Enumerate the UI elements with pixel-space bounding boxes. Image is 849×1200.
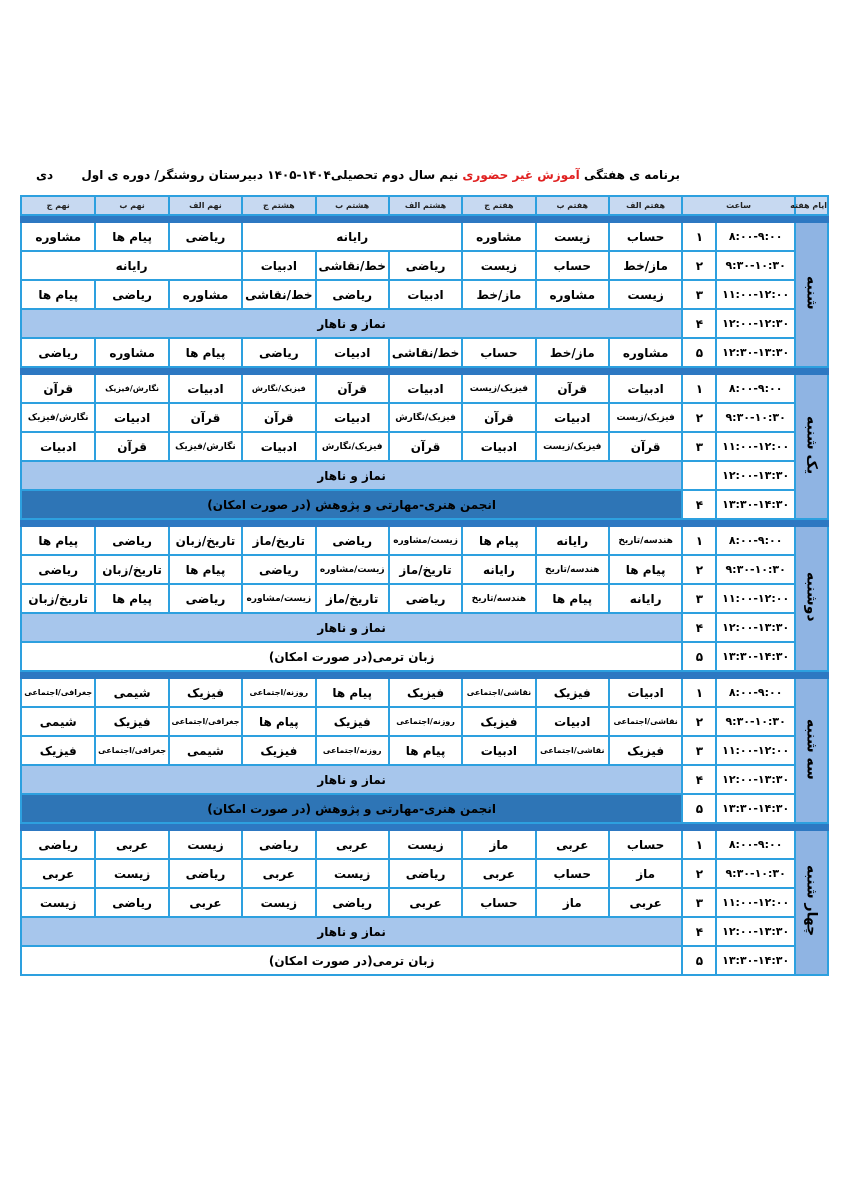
subject-cell: حساب bbox=[462, 338, 535, 367]
schedule-row bbox=[21, 859, 828, 888]
schedule-row bbox=[21, 280, 828, 309]
subject-cell: ادبیات bbox=[169, 374, 242, 403]
subject-cell: تاریخ/ماز bbox=[242, 526, 315, 555]
subject-cell: عربی bbox=[316, 830, 389, 859]
period-number: ۲ bbox=[682, 403, 716, 432]
subject-cell: زیست bbox=[95, 859, 168, 888]
time-slot: ۸:۰۰-۹:۰۰ bbox=[716, 374, 794, 403]
subject-cell: ریاضی bbox=[169, 859, 242, 888]
time-slot: ۱۳:۳۰-۱۴:۳۰ bbox=[716, 946, 794, 975]
time-slot: ۱۱:۰۰-۱۲:۰۰ bbox=[716, 736, 794, 765]
subject-cell: ریاضی bbox=[316, 280, 389, 309]
subject-cell: جغرافی/اجتماعی bbox=[21, 678, 95, 707]
subject-cell: حساب bbox=[536, 859, 609, 888]
period-number: ۴ bbox=[682, 765, 716, 794]
subject-cell: قرآن bbox=[169, 403, 242, 432]
subject-cell: قرآن bbox=[242, 403, 315, 432]
day-label bbox=[795, 830, 828, 975]
subject-cell: فیزیک bbox=[536, 678, 609, 707]
schedule-row bbox=[21, 222, 828, 251]
subject-cell: عربی bbox=[609, 888, 682, 917]
time-slot: ۱۱:۰۰-۱۲:۰۰ bbox=[716, 888, 794, 917]
header-class-8a: هشتم الف bbox=[389, 196, 462, 215]
subject-cell: پیام ها bbox=[316, 678, 389, 707]
subject-cell: ادبیات bbox=[316, 403, 389, 432]
subject-cell: زیست/مشاوره bbox=[389, 526, 462, 555]
period-number: ۱ bbox=[682, 678, 716, 707]
schedule-row bbox=[21, 765, 828, 794]
subject-cell: زیست bbox=[242, 888, 315, 917]
subject-cell: زیست bbox=[21, 888, 95, 917]
subject-cell: ریاضی bbox=[95, 280, 168, 309]
period-number: ۱ bbox=[682, 222, 716, 251]
schedule-row bbox=[21, 432, 828, 461]
subject-cell: فیزیک bbox=[242, 736, 315, 765]
subject-cell: ریاضی bbox=[21, 830, 95, 859]
period-number: ۱ bbox=[682, 374, 716, 403]
subject-cell: زیست bbox=[316, 859, 389, 888]
schedule-row bbox=[21, 613, 828, 642]
time-slot: ۹:۳۰-۱۰:۳۰ bbox=[716, 707, 794, 736]
prayer-lunch-break: نماز و ناهار bbox=[21, 309, 682, 338]
subject-cell: ادبیات bbox=[21, 432, 95, 461]
period-number: ۲ bbox=[682, 707, 716, 736]
schedule-row bbox=[21, 642, 828, 671]
subject-cell: عربی bbox=[21, 859, 95, 888]
subject-cell: نگارش/فیزیک bbox=[21, 403, 95, 432]
subject-cell: شیمی bbox=[21, 707, 95, 736]
subject-cell: قرآن bbox=[316, 374, 389, 403]
subject-cell: عربی bbox=[169, 888, 242, 917]
header-day: ایام هفته bbox=[795, 196, 828, 215]
subject-cell: ریاضی bbox=[242, 830, 315, 859]
header-class-7b: هفتم ب bbox=[536, 196, 609, 215]
schedule-row bbox=[21, 374, 828, 403]
subject-cell: قرآن bbox=[95, 432, 168, 461]
merged-subject-cell: رایانه bbox=[21, 251, 242, 280]
subject-cell: فیزیک bbox=[389, 678, 462, 707]
merged-subject-cell: رایانه bbox=[242, 222, 462, 251]
schedule-row bbox=[21, 917, 828, 946]
subject-cell: عربی bbox=[536, 830, 609, 859]
prayer-lunch-break: نماز و ناهار bbox=[21, 765, 682, 794]
subject-cell: نقاشی/اجتماعی bbox=[462, 678, 535, 707]
subject-cell: ماز bbox=[462, 830, 535, 859]
subject-cell: خط/نقاشی bbox=[316, 251, 389, 280]
day-name: سه شنبه bbox=[803, 718, 820, 780]
subject-cell: زیست bbox=[536, 222, 609, 251]
title-highlight: آموزش غیر حضوری bbox=[462, 168, 580, 182]
subject-cell: پیام ها bbox=[95, 222, 168, 251]
title-month: دی bbox=[36, 168, 54, 182]
period-number bbox=[682, 461, 716, 490]
subject-cell: عربی bbox=[389, 888, 462, 917]
time-slot: ۹:۳۰-۱۰:۳۰ bbox=[716, 403, 794, 432]
subject-cell: فیزیک bbox=[95, 707, 168, 736]
day-name: یک شنبه bbox=[803, 415, 820, 475]
schedule-row bbox=[21, 584, 828, 613]
subject-cell: ریاضی bbox=[242, 338, 315, 367]
weekly-schedule-table bbox=[20, 195, 829, 976]
subject-cell: پیام ها bbox=[389, 736, 462, 765]
subject-cell: عربی bbox=[242, 859, 315, 888]
period-number: ۴ bbox=[682, 490, 716, 519]
subject-cell: مشاوره bbox=[95, 338, 168, 367]
time-slot: ۸:۰۰-۹:۰۰ bbox=[716, 526, 794, 555]
subject-cell: مشاوره bbox=[536, 280, 609, 309]
time-slot: ۱۲:۳۰-۱۳:۳۰ bbox=[716, 338, 794, 367]
subject-cell: پیام ها bbox=[21, 526, 95, 555]
subject-cell: فیزیک/نگارش bbox=[316, 432, 389, 461]
subject-cell: ریاضی bbox=[242, 555, 315, 584]
subject-cell: ادبیات bbox=[462, 736, 535, 765]
subject-cell: فیزیک bbox=[169, 678, 242, 707]
time-slot: ۹:۳۰-۱۰:۳۰ bbox=[716, 859, 794, 888]
subject-cell: ادبیات bbox=[609, 678, 682, 707]
schedule-row bbox=[21, 309, 828, 338]
time-slot: ۸:۰۰-۹:۰۰ bbox=[716, 222, 794, 251]
club-session: انجمن هنری-مهارتی و پژوهش (در صورت امکان) bbox=[21, 794, 682, 823]
subject-cell: پیام ها bbox=[169, 555, 242, 584]
subject-cell: قرآن bbox=[536, 374, 609, 403]
day-label bbox=[795, 374, 828, 519]
header-row bbox=[21, 196, 828, 215]
subject-cell: فیزیک bbox=[462, 707, 535, 736]
subject-cell: مشاوره bbox=[21, 222, 95, 251]
subject-cell: حساب bbox=[609, 830, 682, 859]
subject-cell: پیام ها bbox=[462, 526, 535, 555]
schedule-row bbox=[21, 490, 828, 519]
subject-cell: روزنه/اجتماعی bbox=[389, 707, 462, 736]
subject-cell: فیزیک bbox=[609, 736, 682, 765]
schedule-row bbox=[21, 555, 828, 584]
subject-cell: فیزیک/زیست bbox=[609, 403, 682, 432]
subject-cell: ادبیات bbox=[95, 403, 168, 432]
subject-cell: نگارش/فیزیک bbox=[95, 374, 168, 403]
time-slot: ۹:۳۰-۱۰:۳۰ bbox=[716, 251, 794, 280]
time-slot: ۱۳:۳۰-۱۴:۳۰ bbox=[716, 642, 794, 671]
period-number: ۲ bbox=[682, 251, 716, 280]
day-separator-bar bbox=[21, 519, 828, 526]
time-slot: ۱۲:۰۰-۱۳:۳۰ bbox=[716, 613, 794, 642]
day-separator bbox=[21, 519, 828, 526]
day-label bbox=[795, 222, 828, 367]
time-slot: ۱۲:۰۰-۱۲:۳۰ bbox=[716, 309, 794, 338]
subject-cell: عربی bbox=[95, 830, 168, 859]
subject-cell: خط/نقاشی bbox=[242, 280, 315, 309]
period-number: ۵ bbox=[682, 794, 716, 823]
subject-cell: ادبیات bbox=[536, 403, 609, 432]
subject-cell: ماز bbox=[609, 859, 682, 888]
header-class-7a: هفتم الف bbox=[609, 196, 682, 215]
schedule-row bbox=[21, 736, 828, 765]
period-number: ۵ bbox=[682, 338, 716, 367]
subject-cell: ماز/خط bbox=[536, 338, 609, 367]
title-part1: برنامه ی هفتگی bbox=[583, 168, 680, 182]
subject-cell: نگارش/فیزیک bbox=[169, 432, 242, 461]
subject-cell: ادبیات bbox=[242, 432, 315, 461]
subject-cell: مشاوره bbox=[462, 222, 535, 251]
time-slot: ۱۳:۳۰-۱۴:۳۰ bbox=[716, 490, 794, 519]
time-slot: ۱۲:۰۰-۱۳:۳۰ bbox=[716, 917, 794, 946]
period-number: ۲ bbox=[682, 555, 716, 584]
title-part2: نیم سال دوم تحصیلی۱۴۰۴-۱۴۰۵ دبیرستان روشنگر/ دوره ی اول bbox=[81, 168, 459, 182]
subject-cell: پیام ها bbox=[536, 584, 609, 613]
period-number: ۱ bbox=[682, 830, 716, 859]
subject-cell: رایانه bbox=[609, 584, 682, 613]
subject-cell: هندسه/تاریخ bbox=[536, 555, 609, 584]
period-number: ۳ bbox=[682, 280, 716, 309]
subject-cell: حساب bbox=[536, 251, 609, 280]
subject-cell: مشاوره bbox=[609, 338, 682, 367]
subject-cell: ریاضی bbox=[169, 584, 242, 613]
day-separator bbox=[21, 671, 828, 678]
subject-cell: شیمی bbox=[95, 678, 168, 707]
subject-cell: تاریخ/زبان bbox=[21, 584, 95, 613]
subject-cell: تاریخ/زبان bbox=[95, 555, 168, 584]
period-number: ۵ bbox=[682, 946, 716, 975]
header-class-9a: نهم الف bbox=[169, 196, 242, 215]
subject-cell: زیست/مشاوره bbox=[242, 584, 315, 613]
header-class-8c: هشتم ج bbox=[242, 196, 315, 215]
period-number: ۳ bbox=[682, 888, 716, 917]
time-slot: ۱۱:۰۰-۱۲:۰۰ bbox=[716, 280, 794, 309]
schedule-row bbox=[21, 830, 828, 859]
subject-cell: زیست bbox=[169, 830, 242, 859]
prayer-lunch-break: نماز و ناهار bbox=[21, 613, 682, 642]
subject-cell: فیزیک/زیست bbox=[462, 374, 535, 403]
prayer-lunch-break: نماز و ناهار bbox=[21, 917, 682, 946]
subject-cell: ماز/خط bbox=[609, 251, 682, 280]
subject-cell: پیام ها bbox=[609, 555, 682, 584]
subject-cell: جغرافی/اجتماعی bbox=[169, 707, 242, 736]
subject-cell: ریاضی bbox=[389, 251, 462, 280]
subject-cell: فیزیک bbox=[21, 736, 95, 765]
language-term-session: زبان ترمی(در صورت امکان) bbox=[21, 642, 682, 671]
schedule-row bbox=[21, 888, 828, 917]
subject-cell: ریاضی bbox=[95, 888, 168, 917]
subject-cell: زیست bbox=[462, 251, 535, 280]
time-slot: ۱۲:۰۰-۱۳:۳۰ bbox=[716, 461, 794, 490]
subject-cell: ریاضی bbox=[95, 526, 168, 555]
time-slot: ۹:۳۰-۱۰:۳۰ bbox=[716, 555, 794, 584]
time-slot: ۱۱:۰۰-۱۲:۰۰ bbox=[716, 432, 794, 461]
time-slot: ۱۳:۳۰-۱۴:۳۰ bbox=[716, 794, 794, 823]
club-session: انجمن هنری-مهارتی و پژوهش (در صورت امکان) bbox=[21, 490, 682, 519]
period-number: ۵ bbox=[682, 642, 716, 671]
subject-cell: ادبیات bbox=[389, 374, 462, 403]
period-number: ۴ bbox=[682, 613, 716, 642]
language-term-session: زبان ترمی(در صورت امکان) bbox=[21, 946, 682, 975]
subject-cell: هندسه/تاریخ bbox=[462, 584, 535, 613]
header-class-8b: هشتم ب bbox=[316, 196, 389, 215]
subject-cell: نقاشی/اجتماعی bbox=[609, 707, 682, 736]
subject-cell: ادبیات bbox=[389, 280, 462, 309]
subject-cell: روزنه/اجتماعی bbox=[316, 736, 389, 765]
subject-cell: عربی bbox=[462, 859, 535, 888]
subject-cell: ریاضی bbox=[21, 338, 95, 367]
schedule-row bbox=[21, 678, 828, 707]
day-separator-bar bbox=[21, 367, 828, 374]
day-name: دوشنبه bbox=[803, 572, 820, 622]
subject-cell: ادبیات bbox=[316, 338, 389, 367]
subject-cell: حساب bbox=[462, 888, 535, 917]
header-class-9c: نهم ج bbox=[21, 196, 95, 215]
subject-cell: ریاضی bbox=[316, 888, 389, 917]
subject-cell: ریاضی bbox=[169, 222, 242, 251]
day-separator-bar bbox=[21, 215, 828, 222]
time-slot: ۱۲:۰۰-۱۳:۳۰ bbox=[716, 765, 794, 794]
subject-cell: تاریخ/زبان bbox=[169, 526, 242, 555]
subject-cell: تاریخ/ماز bbox=[316, 584, 389, 613]
schedule-row bbox=[21, 707, 828, 736]
schedule-row bbox=[21, 794, 828, 823]
day-separator-bar bbox=[21, 823, 828, 830]
schedule-row bbox=[21, 403, 828, 432]
subject-cell: مشاوره bbox=[169, 280, 242, 309]
period-number: ۲ bbox=[682, 859, 716, 888]
period-number: ۳ bbox=[682, 736, 716, 765]
page-title bbox=[36, 168, 680, 182]
subject-cell: ماز bbox=[536, 888, 609, 917]
subject-cell: پیام ها bbox=[242, 707, 315, 736]
header-class-9b: نهم ب bbox=[95, 196, 168, 215]
subject-cell: رایانه bbox=[462, 555, 535, 584]
subject-cell: زیست bbox=[389, 830, 462, 859]
subject-cell: ریاضی bbox=[21, 555, 95, 584]
subject-cell: قرآن bbox=[21, 374, 95, 403]
day-separator-bar bbox=[21, 671, 828, 678]
subject-cell: فیزیک/زیست bbox=[536, 432, 609, 461]
schedule-row bbox=[21, 461, 828, 490]
subject-cell: فیزیک/نگارش bbox=[389, 403, 462, 432]
time-slot: ۸:۰۰-۹:۰۰ bbox=[716, 678, 794, 707]
time-slot: ۸:۰۰-۹:۰۰ bbox=[716, 830, 794, 859]
subject-cell: فیزیک/نگارش bbox=[242, 374, 315, 403]
subject-cell: زیست bbox=[609, 280, 682, 309]
subject-cell: زیست/مشاوره bbox=[316, 555, 389, 584]
header-time: ساعت bbox=[682, 196, 795, 215]
subject-cell: حساب bbox=[609, 222, 682, 251]
subject-cell: رایانه bbox=[536, 526, 609, 555]
subject-cell: پیام ها bbox=[169, 338, 242, 367]
subject-cell: خط/نقاشی bbox=[389, 338, 462, 367]
subject-cell: ریاضی bbox=[389, 584, 462, 613]
subject-cell: فیزیک bbox=[316, 707, 389, 736]
subject-cell: پیام ها bbox=[95, 584, 168, 613]
day-separator bbox=[21, 215, 828, 222]
subject-cell: تاریخ/ماز bbox=[389, 555, 462, 584]
day-separator bbox=[21, 367, 828, 374]
schedule-row bbox=[21, 251, 828, 280]
schedule-row bbox=[21, 338, 828, 367]
subject-cell: روزنه/اجتماعی bbox=[242, 678, 315, 707]
subject-cell: شیمی bbox=[169, 736, 242, 765]
subject-cell: هندسه/تاریخ bbox=[609, 526, 682, 555]
day-label bbox=[795, 526, 828, 671]
subject-cell: پیام ها bbox=[21, 280, 95, 309]
time-slot: ۱۱:۰۰-۱۲:۰۰ bbox=[716, 584, 794, 613]
subject-cell: قرآن bbox=[609, 432, 682, 461]
subject-cell: ادبیات bbox=[609, 374, 682, 403]
header-class-7c: هفتم ج bbox=[462, 196, 535, 215]
schedule-row bbox=[21, 526, 828, 555]
day-label bbox=[795, 678, 828, 823]
subject-cell: جغرافی/اجتماعی bbox=[95, 736, 168, 765]
subject-cell: ریاضی bbox=[316, 526, 389, 555]
schedule-row bbox=[21, 946, 828, 975]
subject-cell: ریاضی bbox=[389, 859, 462, 888]
period-number: ۴ bbox=[682, 309, 716, 338]
day-name: چهار شنبه bbox=[803, 865, 820, 937]
period-number: ۴ bbox=[682, 917, 716, 946]
prayer-lunch-break: نماز و ناهار bbox=[21, 461, 682, 490]
subject-cell: ادبیات bbox=[536, 707, 609, 736]
subject-cell: ماز/خط bbox=[462, 280, 535, 309]
subject-cell: قرآن bbox=[389, 432, 462, 461]
subject-cell: ادبیات bbox=[462, 432, 535, 461]
period-number: ۳ bbox=[682, 584, 716, 613]
subject-cell: ادبیات bbox=[242, 251, 315, 280]
day-separator bbox=[21, 823, 828, 830]
subject-cell: قرآن bbox=[462, 403, 535, 432]
period-number: ۱ bbox=[682, 526, 716, 555]
period-number: ۳ bbox=[682, 432, 716, 461]
subject-cell: نقاشی/اجتماعی bbox=[536, 736, 609, 765]
day-name: شنبه bbox=[803, 276, 820, 310]
